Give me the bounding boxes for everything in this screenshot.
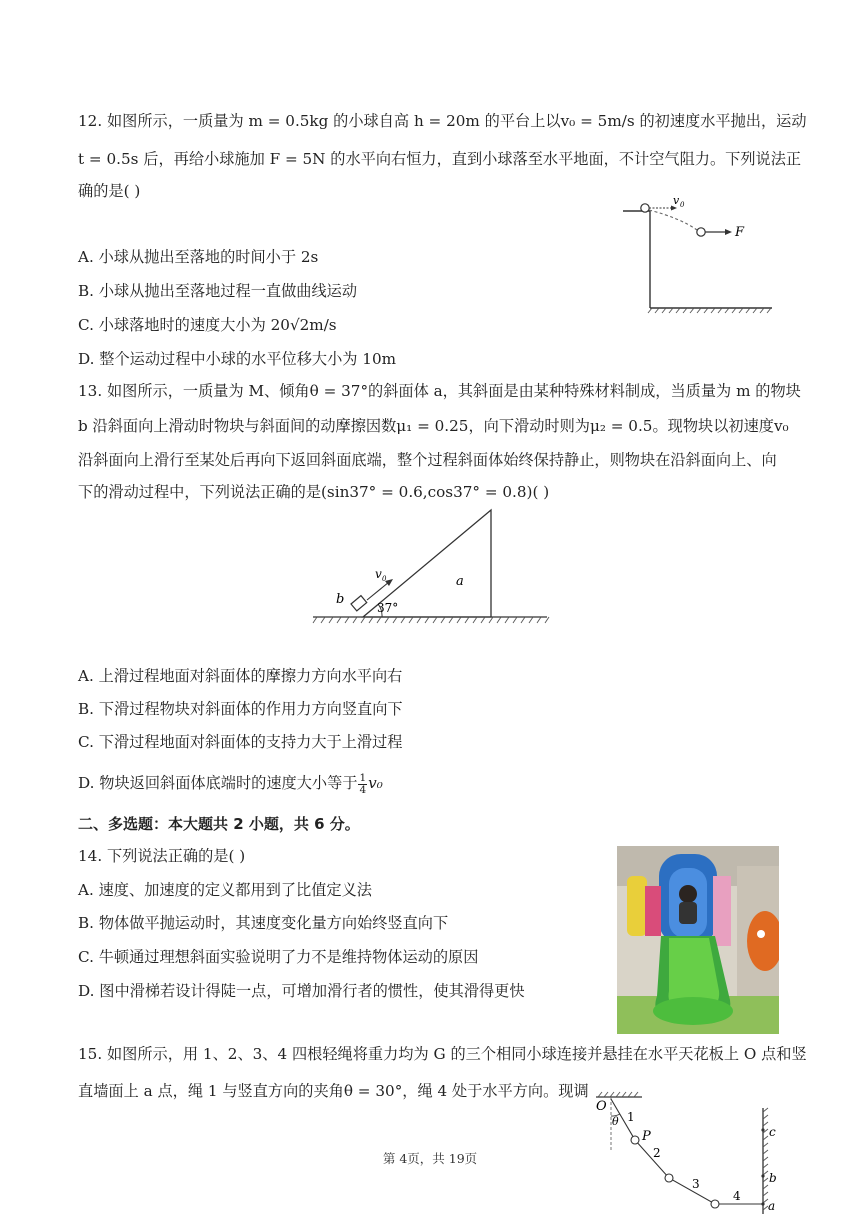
q13-v0-sub: 0 <box>382 575 387 583</box>
q15-rope2-label: 2 <box>653 1146 661 1160</box>
q12-option-a[interactable]: A. 小球从抛出至落地的时间小于 2s <box>78 248 319 266</box>
q14-option-b[interactable]: B. 物体做平抛运动时，其速度变化量方向始终竖直向下 <box>78 914 449 932</box>
q15-rope3-label: 3 <box>692 1177 700 1191</box>
q15-a-label: a <box>768 1199 776 1213</box>
q13-fraction-num: 1 <box>359 771 367 784</box>
page-footer: 第 4页，共 19页 <box>382 1151 478 1166</box>
q12-figure <box>620 190 780 320</box>
q13-fraction-den: 4 <box>359 783 367 796</box>
q15-b-label: b <box>769 1171 777 1185</box>
q13-option-a[interactable]: A. 上滑过程地面对斜面体的摩擦力方向水平向右 <box>78 667 403 685</box>
q14-line1: 14. 下列说法正确的是( ) <box>78 847 246 865</box>
q15-line2: 直墙面上 a 点，绳 1 与竖直方向的夹角θ = 30°，绳 4 处于水平方向。现调 <box>78 1082 589 1100</box>
q13-figure <box>305 504 555 634</box>
q15-theta-label: θ <box>612 1115 619 1128</box>
q15-P-label: P <box>642 1129 651 1144</box>
q12-option-c[interactable]: C. 小球落地时的速度大小为 20√2m/s <box>78 316 337 334</box>
section-heading: 二、多选题：本大题共 2 小题，共 6 分。 <box>78 815 360 833</box>
q13-line4: 下的滑动过程中，下列说法正确的是(sin37° = 0.6,cos37° = 0.8)( ) <box>78 483 550 501</box>
q12-v0-label: v <box>673 194 680 207</box>
q12-line1: 12. 如图所示，一质量为 m = 0.5kg 的小球自高 h = 20m 的平台上以v₀ = 5m/s 的初速度水平抛出，运动 <box>78 112 807 130</box>
q12-v0-sub: 0 <box>680 201 685 209</box>
q14-option-d[interactable]: D. 图中滑梯若设计得陡一点，可增加滑行者的惯性，使其滑得更快 <box>78 982 525 1000</box>
q12-line3: 确的是( ) <box>78 182 141 200</box>
q12-option-b[interactable]: B. 小球从抛出至落地过程一直做曲线运动 <box>78 282 358 300</box>
q13-option-d-v0: v₀ <box>368 774 383 792</box>
q13-option-c[interactable]: C. 下滑过程地面对斜面体的支持力大于上滑过程 <box>78 733 403 751</box>
q15-line1: 15. 如图所示，用 1、2、3、4 四根轻绳将重力均为 G 的三个相同小球连接并悬挂在水平天花板上 O 点和竖 <box>78 1045 807 1063</box>
q12-option-d[interactable]: D. 整个运动过程中小球的水平位移大小为 10m <box>78 350 397 368</box>
q13-a-label: a <box>456 574 464 589</box>
q13-fraction <box>358 773 367 796</box>
q13-b-label: b <box>336 592 345 607</box>
q13-line1: 13. 如图所示，一质量为 M、倾角θ = 37°的斜面体 a，其斜面是由某种特殊材料制成，当质量为 m 的物块 <box>78 382 801 400</box>
q13-angle-label: 37° <box>377 601 399 615</box>
q13-v0-label: v <box>375 567 382 581</box>
q13-option-b[interactable]: B. 下滑过程物块对斜面体的作用力方向竖直向下 <box>78 700 403 718</box>
q13-option-d-text: D. 物块返回斜面体底端时的速度大小等于 <box>78 774 358 792</box>
slide-photo-illustration <box>617 846 779 1034</box>
q15-O-label: O <box>596 1099 607 1114</box>
q14-option-a[interactable]: A. 速度、加速度的定义都用到了比值定义法 <box>78 881 372 899</box>
q15-rope4-label: 4 <box>733 1189 741 1203</box>
q12-F-label: F <box>735 225 745 240</box>
q12-line2: t = 0.5s 后，再给小球施加 F = 5N 的水平向右恒力，直到小球落至水平地面，不计空气阻力。下列说法正 <box>78 150 802 168</box>
q13-line2: b 沿斜面向上滑动时物块与斜面间的动摩擦因数μ₁ = 0.25，向下滑动时则为μ₂ = 0.5。现物块以初速度v₀ <box>78 417 789 435</box>
slide-photo <box>617 846 779 1034</box>
q15-c-label: c <box>769 1125 776 1139</box>
q14-option-c[interactable]: C. 牛顿通过理想斜面实验说明了力不是维持物体运动的原因 <box>78 948 479 966</box>
q13-option-d[interactable] <box>78 772 383 796</box>
q13-line3: 沿斜面向上滑行至某处后再向下返回斜面底端，整个过程斜面体始终保持静止，则物块在沿斜面向上、向 <box>78 451 777 469</box>
q15-rope1-label: 1 <box>627 1110 635 1124</box>
